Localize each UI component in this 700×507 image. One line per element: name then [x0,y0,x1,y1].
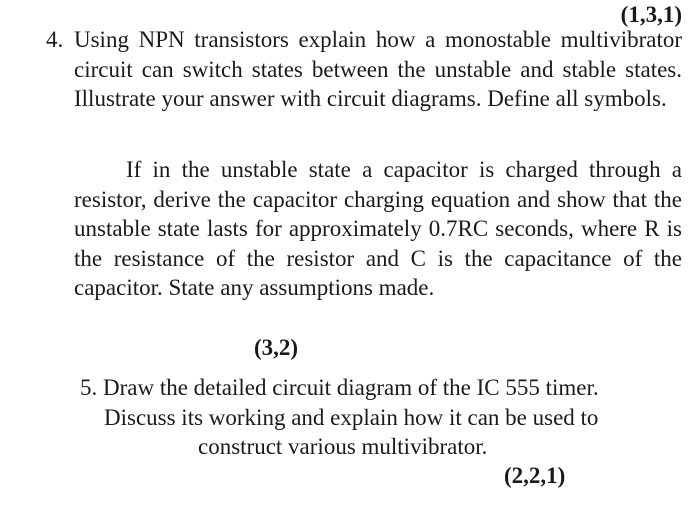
question-5-line-3: construct various multivibrator. [198,434,488,459]
previous-question-marks: (1,3,1) [620,2,682,27]
question-4-text: Using NPN transistors explain how a monostable multivibrator circuit can switch states between the unstable and stable states. Illustrate your answer with circuit diagrams. Define all symbols. [74,27,682,111]
question-4-subpart-text: If in the unstable state a capacitor is charged through a resistor, derive the capacitor charging equation and show that the unstable state lasts for approximately 0.7RC seconds, where R is the resistance of the resistor and C is the capacitance of the capacitor. State any assumptions made. [74,157,682,300]
question-4-marks: (3,2) [254,335,299,360]
question-5 [80,373,670,462]
question-5-marks: (2,2,1) [504,463,566,488]
question-5-line-2: Discuss its working and explain how it can be used to [104,404,599,430]
question-5-line-1: 5. Draw the detailed circuit diagram of the IC 555 timer. [80,375,599,400]
question-4-number: 4. [46,27,64,52]
